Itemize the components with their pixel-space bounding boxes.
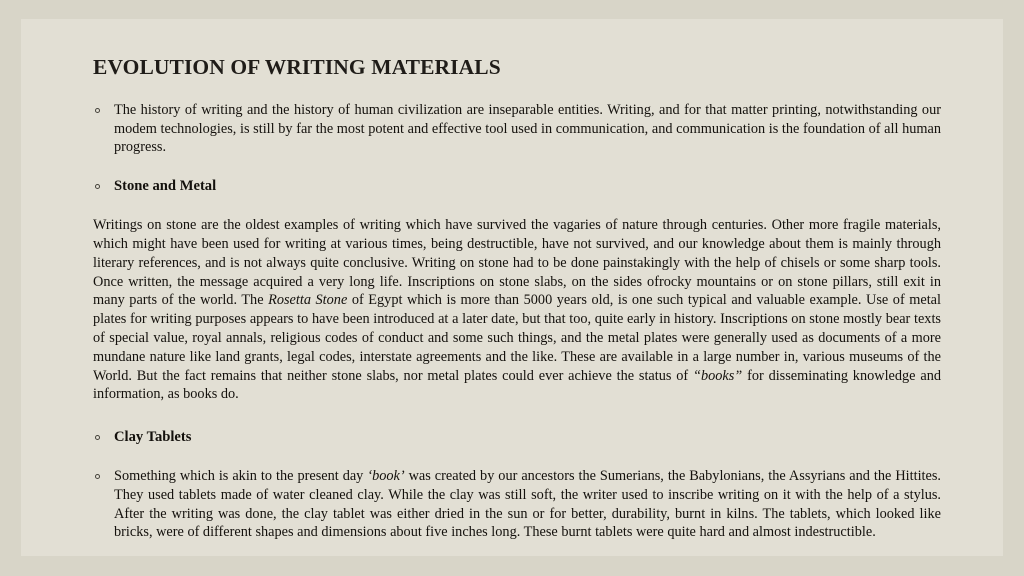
intro-bullet-block (93, 101, 941, 157)
bullet-circle-icon (95, 474, 100, 479)
clay-tablets-bullet-block (93, 467, 941, 542)
stone-para-part3: for disseminating knowledge and information, as books do. (93, 367, 941, 403)
stone-para-part2: of Egypt which is more than 5000 years old, is one such typical and valuable example. Use of metal plates for writing purposes appears to have been introduced at a later date, but that too, quite early in history. Inscriptions on stone mostly bear texts of special value, royal annals, religious codes of conduct and some such things, and the metal plates were generally used as documents of a more mundane nature like land grants, legal codes, interstate agreements and the like. These are available in a large number in, various museums of the World. But the fact remains that neither stone slabs, nor metal plates could ever achieve the status of (93, 292, 941, 384)
stone-italic-books: “books” (693, 367, 743, 384)
heading-clay-tablets-block (93, 428, 941, 447)
section-heading-stone-and-metal: Stone and Metal (114, 178, 217, 195)
spacer (93, 168, 941, 177)
section-heading-clay-tablets: Clay Tablets (114, 429, 192, 446)
clay-para-part2: was created by our ancestors the Sumerians, the Babylonians, the Assyrians and the Hittites. They used tablets made of water cleaned clay. While the clay was still soft, the writer used to inscribe writing on it with the help of a stylus. After the writing was done, the clay tablet was either dried in the sun or for better, durability, burnt in kilns. The tablets, which looked like bricks, were of different shapes and dimensions about five inches long. These burnt tablets were quite hard and almost indestructible. (114, 468, 941, 541)
bullet-circle-icon (95, 184, 100, 189)
stone-italic-rosetta-stone: Rosetta Stone (268, 292, 348, 309)
spacer (93, 207, 941, 216)
spacer (93, 458, 941, 467)
bullet-circle-icon (95, 435, 100, 440)
heading-stone-and-metal-block (93, 177, 941, 196)
stone-and-metal-paragraph (93, 216, 941, 404)
slide-canvas (21, 19, 1003, 556)
spacer (93, 415, 941, 428)
clay-para-part1: Something which is akin to the present day (114, 468, 368, 485)
stone-para-part1: Writings on stone are the oldest examples of writing which have survived the vagaries of nature through centuries. Other more fragile materials, which might have been used for writing at various times, being destructible, have not survived, and our knowledge about them is mainly through literary references, and is not always quite conclusive. Writing on stone had to be done painstakingly with the help of chisels or some sharp tools. Once written, the message acquired a very long life. Inscriptions on stone slabs, on the sides ofrocky mountains or on stone pillars, still exit in many parts of the world. The (93, 217, 941, 309)
clay-italic-book: ‘book’ (367, 468, 405, 485)
clay-tablets-paragraph (114, 467, 941, 542)
intro-paragraph: The history of writing and the history of human civilization are inseparable entities. Writing, and for that matter printing, notwithstanding our modem technologies, is still by far the most potent and effective tool used in communication, and communication is the foundation of all human progress. (114, 101, 941, 156)
bullet-circle-icon (95, 108, 100, 113)
slide-content-area (93, 55, 941, 553)
page-title: EVOLUTION OF WRITING MATERIALS (93, 55, 501, 79)
